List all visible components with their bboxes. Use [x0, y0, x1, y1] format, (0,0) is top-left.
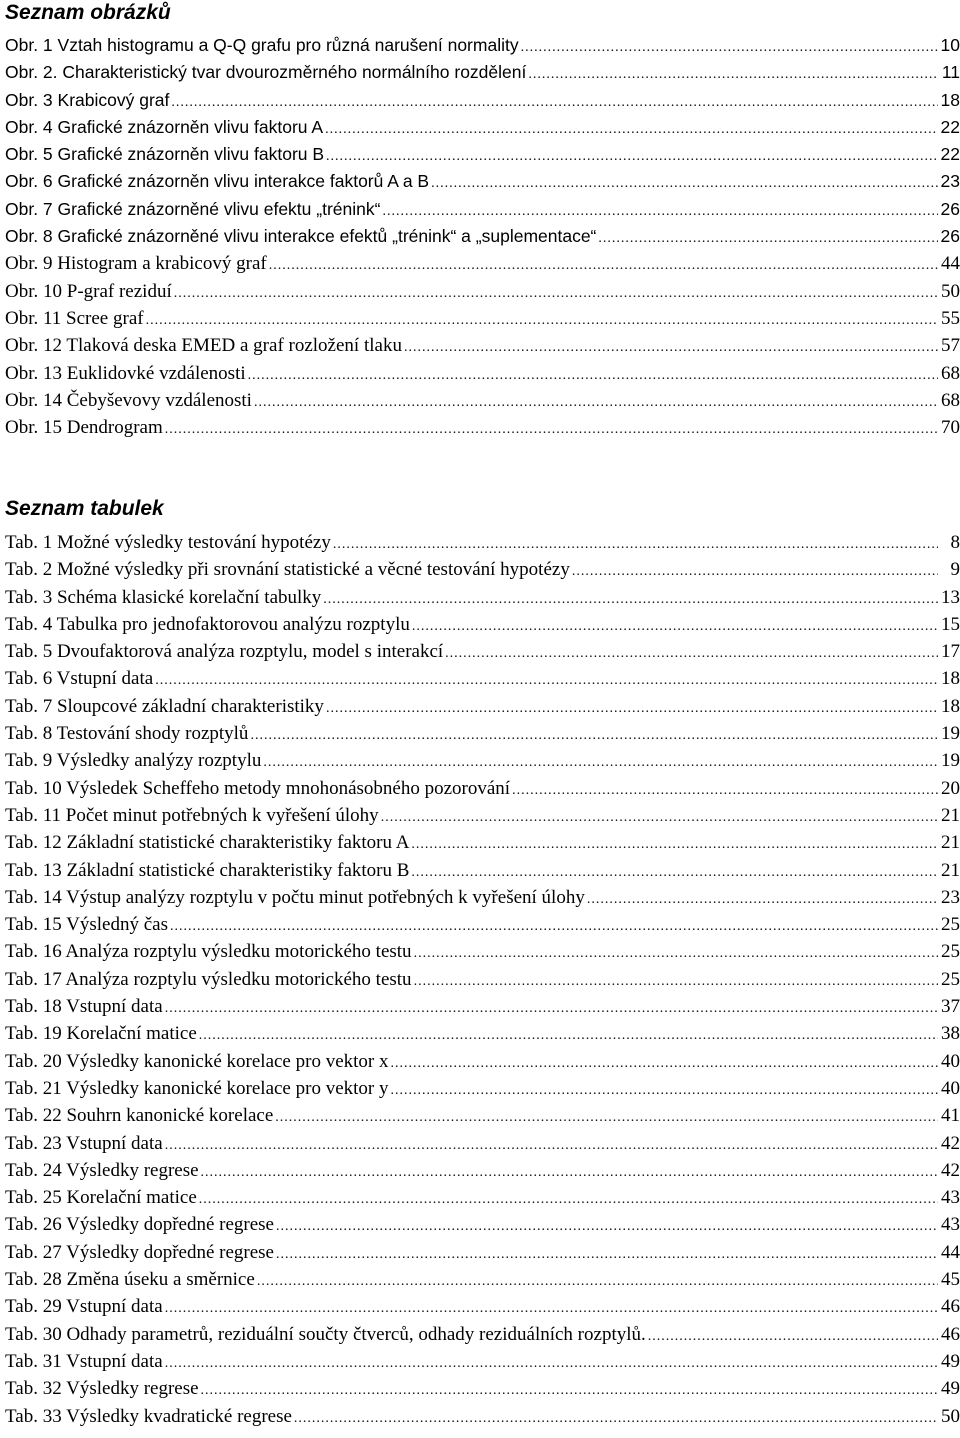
- entry-label: Tab. 3 Schéma klasické korelační tabulky: [5, 586, 322, 608]
- entry-page-number: 50: [941, 1405, 960, 1427]
- dot-leader: [199, 1022, 938, 1049]
- dot-leader: [382, 198, 938, 225]
- table-entry[interactable]: [5, 747, 960, 774]
- dot-leader: [431, 170, 938, 197]
- entry-page-number: 38: [941, 1023, 960, 1045]
- tables-list: [5, 529, 960, 1430]
- table-entry[interactable]: [5, 1266, 960, 1293]
- dot-leader: [165, 1350, 938, 1377]
- entry-label: Obr. 10 P-graf reziduí: [5, 280, 172, 302]
- entry-page-number: 68: [941, 389, 960, 411]
- entry-page-number: 10: [940, 35, 960, 55]
- entry-label: Tab. 30 Odhady parametrů, reziduální součty čtverců, odhady reziduálních rozptylů.: [5, 1323, 646, 1345]
- figure-entry[interactable]: [5, 168, 960, 195]
- entry-page-number: 9: [950, 559, 960, 581]
- entry-label: Tab. 7 Sloupcové základní charakteristiky: [5, 695, 324, 717]
- dot-leader: [199, 1186, 938, 1213]
- entry-label: Tab. 28 Změna úseku a směrnice: [5, 1269, 255, 1291]
- entry-label: Obr. 6 Grafické znázorněn vlivu interakce faktorů A a B: [5, 171, 430, 192]
- table-entry[interactable]: [5, 1293, 960, 1320]
- figure-entry[interactable]: [5, 87, 960, 114]
- dot-leader: [521, 34, 938, 61]
- dot-leader: [165, 995, 938, 1022]
- entry-label: Tab. 16 Analýza rozptylu výsledku motorického testu: [5, 941, 412, 963]
- dot-leader: [326, 695, 938, 722]
- dot-leader: [381, 804, 938, 831]
- table-entry[interactable]: [5, 1157, 960, 1184]
- dot-leader: [174, 280, 938, 307]
- table-entry[interactable]: [5, 993, 960, 1020]
- entry-label: Tab. 12 Základní statistické charakteristiky faktoru A: [5, 832, 410, 854]
- dot-leader: [165, 416, 938, 443]
- dot-leader: [512, 777, 938, 804]
- dot-leader: [325, 116, 938, 143]
- dot-leader: [411, 831, 938, 858]
- table-entry[interactable]: [5, 556, 960, 583]
- entry-label: Tab. 13 Základní statistické charakteristiky faktoru B: [5, 859, 410, 881]
- entry-page-number: 44: [941, 1241, 960, 1263]
- entry-label: Tab. 18 Vstupní data: [5, 996, 163, 1018]
- entry-label: Tab. 32 Výsledky regrese: [5, 1378, 199, 1400]
- entry-page-number: 11: [941, 62, 960, 83]
- table-entry[interactable]: [5, 857, 960, 884]
- entry-label: Obr. 4 Grafické znázorněn vlivu faktoru A: [5, 116, 324, 137]
- dot-leader: [276, 1241, 938, 1268]
- table-entry[interactable]: [5, 1102, 960, 1129]
- figure-entry[interactable]: [5, 223, 960, 250]
- entry-label: Tab. 26 Výsledky dopředné regrese: [5, 1214, 274, 1236]
- figure-entry[interactable]: [5, 250, 960, 277]
- table-entry[interactable]: [5, 1211, 960, 1238]
- dot-leader: [326, 143, 938, 170]
- entry-page-number: 18: [941, 695, 960, 717]
- entry-label: Obr. 1 Vztah histogramu a Q-Q grafu pro různá narušení normality: [5, 35, 519, 55]
- entry-label: Obr. 11 Scree graf: [5, 307, 144, 329]
- entry-page-number: 43: [941, 1214, 960, 1236]
- dot-leader: [587, 886, 938, 913]
- entry-page-number: 19: [941, 723, 960, 745]
- figures-list: [5, 32, 960, 441]
- table-entry[interactable]: [5, 802, 960, 829]
- figure-entry[interactable]: [5, 332, 960, 359]
- table-entry[interactable]: [5, 1403, 960, 1430]
- dot-leader: [572, 558, 938, 585]
- entry-page-number: 42: [941, 1159, 960, 1181]
- entry-page-number: 57: [941, 335, 960, 357]
- figure-entry[interactable]: [5, 196, 960, 223]
- figure-entry[interactable]: [5, 141, 960, 168]
- entry-label: Tab. 5 Dvoufaktorová analýza rozptylu, model s interakcí: [5, 641, 444, 663]
- entry-page-number: 49: [941, 1350, 960, 1372]
- entry-label: Tab. 25 Korelační matice: [5, 1187, 197, 1209]
- entry-label: Tab. 2 Možné výsledky při srovnání statistické a věcné testování hypotézy: [5, 559, 570, 581]
- dot-leader: [146, 307, 938, 334]
- table-entry[interactable]: [5, 529, 960, 556]
- entry-page-number: 18: [941, 668, 960, 690]
- dot-leader: [390, 1077, 938, 1104]
- dot-leader: [269, 252, 938, 279]
- entry-page-number: 46: [941, 1296, 960, 1318]
- table-entry[interactable]: [5, 1348, 960, 1375]
- tables-heading: Seznam tabulek: [5, 497, 164, 520]
- dot-leader: [414, 940, 938, 967]
- entry-label: Tab. 27 Výsledky dopředné regrese: [5, 1241, 274, 1263]
- dot-leader: [170, 913, 938, 940]
- table-entry[interactable]: [5, 1020, 960, 1047]
- table-entry[interactable]: [5, 1075, 960, 1102]
- figure-entry[interactable]: [5, 59, 960, 86]
- table-entry[interactable]: [5, 1130, 960, 1157]
- figure-entry[interactable]: [5, 387, 960, 414]
- entry-page-number: 55: [941, 307, 960, 329]
- entry-page-number: 8: [950, 532, 960, 553]
- table-entry[interactable]: [5, 884, 960, 911]
- dot-leader: [250, 722, 938, 749]
- entry-label: Tab. 33 Výsledky kvadratické regrese: [5, 1405, 292, 1427]
- entry-label: Tab. 6 Vstupní data: [5, 668, 154, 690]
- table-entry[interactable]: [5, 584, 960, 611]
- dot-leader: [171, 89, 938, 116]
- entry-page-number: 26: [940, 198, 960, 219]
- entry-page-number: 40: [941, 1077, 960, 1099]
- entry-page-number: 25: [941, 914, 960, 936]
- entry-label: Tab. 10 Výsledek Scheffeho metody mnohonásobného pozorování: [5, 777, 511, 799]
- entry-label: Tab. 20 Výsledky kanonické korelace pro vektor x: [5, 1050, 389, 1072]
- table-entry[interactable]: [5, 720, 960, 747]
- dot-leader: [528, 61, 938, 88]
- entry-page-number: 44: [941, 253, 960, 275]
- figure-entry[interactable]: [5, 414, 960, 441]
- dot-leader: [201, 1377, 938, 1404]
- entry-label: Tab. 17 Analýza rozptylu výsledku motorického testu: [5, 968, 412, 990]
- entry-page-number: 49: [941, 1378, 960, 1400]
- entry-page-number: 18: [940, 89, 960, 110]
- entry-page-number: 21: [941, 832, 960, 854]
- figure-entry[interactable]: [5, 114, 960, 141]
- dot-leader: [165, 1295, 938, 1322]
- entry-page-number: 43: [941, 1187, 960, 1209]
- entry-page-number: 19: [941, 750, 960, 772]
- entry-label: Tab. 15 Výsledný čas: [5, 914, 168, 936]
- entry-label: Obr. 13 Euklidovké vzdálenosti: [5, 362, 246, 384]
- entry-page-number: 20: [941, 777, 960, 799]
- dot-leader: [323, 586, 938, 613]
- entry-page-number: 25: [941, 968, 960, 990]
- entry-page-number: 45: [941, 1269, 960, 1291]
- entry-page-number: 37: [941, 996, 960, 1018]
- dot-leader: [201, 1159, 938, 1186]
- table-entry[interactable]: [5, 611, 960, 638]
- dot-leader: [248, 362, 938, 389]
- dot-leader: [263, 749, 938, 776]
- entry-page-number: 21: [941, 804, 960, 826]
- table-entry[interactable]: [5, 1048, 960, 1075]
- entry-page-number: 50: [941, 280, 960, 302]
- table-entry[interactable]: [5, 693, 960, 720]
- entry-label: Tab. 29 Vstupní data: [5, 1296, 163, 1318]
- entry-label: Tab. 14 Výstup analýzy rozptylu v počtu minut potřebných k vyřešení úlohy: [5, 886, 585, 908]
- figures-heading: Seznam obrázků: [5, 1, 171, 24]
- entry-label: Tab. 21 Výsledky kanonické korelace pro vektor y: [5, 1077, 389, 1099]
- entry-page-number: 22: [940, 116, 960, 137]
- table-entry[interactable]: [5, 829, 960, 856]
- entry-label: Obr. 15 Dendrogram: [5, 417, 163, 439]
- entry-label: Tab. 24 Výsledky regrese: [5, 1159, 199, 1181]
- entry-label: Tab. 9 Výsledky analýzy rozptylu: [5, 750, 262, 772]
- entry-label: Obr. 14 Čebyševovy vzdálenosti: [5, 389, 252, 411]
- dot-leader: [333, 531, 938, 558]
- figure-entry[interactable]: [5, 32, 960, 59]
- dot-leader: [390, 1050, 938, 1077]
- entry-page-number: 70: [941, 417, 960, 439]
- entry-label: Obr. 12 Tlaková deska EMED a graf rozložení tlaku: [5, 335, 402, 357]
- figure-entry[interactable]: [5, 278, 960, 305]
- table-entry[interactable]: [5, 966, 960, 993]
- entry-label: Obr. 5 Grafické znázorněn vlivu faktoru B: [5, 144, 325, 165]
- table-entry[interactable]: [5, 775, 960, 802]
- entry-page-number: 40: [941, 1050, 960, 1072]
- entry-label: Tab. 11 Počet minut potřebných k vyřešení úlohy: [5, 804, 379, 826]
- dot-leader: [165, 1132, 938, 1159]
- table-entry[interactable]: [5, 938, 960, 965]
- entry-label: Obr. 3 Krabicový graf: [5, 89, 170, 110]
- dot-leader: [412, 613, 938, 640]
- dot-leader: [414, 968, 938, 995]
- entry-page-number: 21: [941, 859, 960, 881]
- dot-leader: [275, 1104, 938, 1131]
- table-entry[interactable]: [5, 1184, 960, 1211]
- figure-entry[interactable]: [5, 360, 960, 387]
- figure-entry[interactable]: [5, 305, 960, 332]
- table-entry[interactable]: [5, 911, 960, 938]
- table-entry[interactable]: [5, 1239, 960, 1266]
- entry-page-number: 42: [941, 1132, 960, 1154]
- table-entry[interactable]: [5, 1321, 960, 1348]
- entry-label: Obr. 7 Grafické znázorněné vlivu efektu „trénink“: [5, 198, 381, 219]
- entry-page-number: 22: [940, 144, 960, 165]
- dot-leader: [411, 859, 938, 886]
- entry-label: Tab. 19 Korelační matice: [5, 1023, 197, 1045]
- dot-leader: [445, 640, 938, 667]
- entry-label: Obr. 8 Grafické znázorněné vlivu interakce efektů „trénink“ a „suplementace“: [5, 226, 597, 247]
- entry-label: Tab. 1 Možné výsledky testování hypotézy: [5, 532, 331, 553]
- entry-label: Obr. 2. Charakteristický tvar dvourozměrného normálního rozdělení: [5, 62, 527, 83]
- table-entry[interactable]: [5, 665, 960, 692]
- entry-label: Tab. 23 Vstupní data: [5, 1132, 163, 1154]
- table-entry[interactable]: [5, 638, 960, 665]
- entry-page-number: 15: [941, 613, 960, 635]
- dot-leader: [648, 1323, 938, 1350]
- entry-page-number: 23: [940, 171, 960, 192]
- dot-leader: [294, 1405, 938, 1432]
- dot-leader: [404, 334, 938, 361]
- entry-label: Tab. 31 Vstupní data: [5, 1350, 163, 1372]
- entry-page-number: 13: [941, 586, 960, 608]
- dot-leader: [598, 225, 938, 252]
- entry-label: Tab. 22 Souhrn kanonické korelace: [5, 1105, 274, 1127]
- entry-page-number: 17: [941, 641, 960, 663]
- entry-page-number: 46: [941, 1323, 960, 1345]
- table-entry[interactable]: [5, 1375, 960, 1402]
- entry-label: Obr. 9 Histogram a krabicový graf: [5, 253, 267, 275]
- entry-page-number: 25: [941, 941, 960, 963]
- entry-page-number: 41: [941, 1105, 960, 1127]
- entry-page-number: 68: [941, 362, 960, 384]
- dot-leader: [276, 1213, 938, 1240]
- entry-page-number: 26: [940, 226, 960, 247]
- entry-page-number: 23: [941, 886, 960, 908]
- entry-label: Tab. 8 Testování shody rozptylů: [5, 723, 249, 745]
- dot-leader: [257, 1268, 938, 1295]
- dot-leader: [155, 667, 938, 694]
- dot-leader: [254, 389, 938, 416]
- entry-label: Tab. 4 Tabulka pro jednofaktorovou analýzu rozptylu: [5, 613, 410, 635]
